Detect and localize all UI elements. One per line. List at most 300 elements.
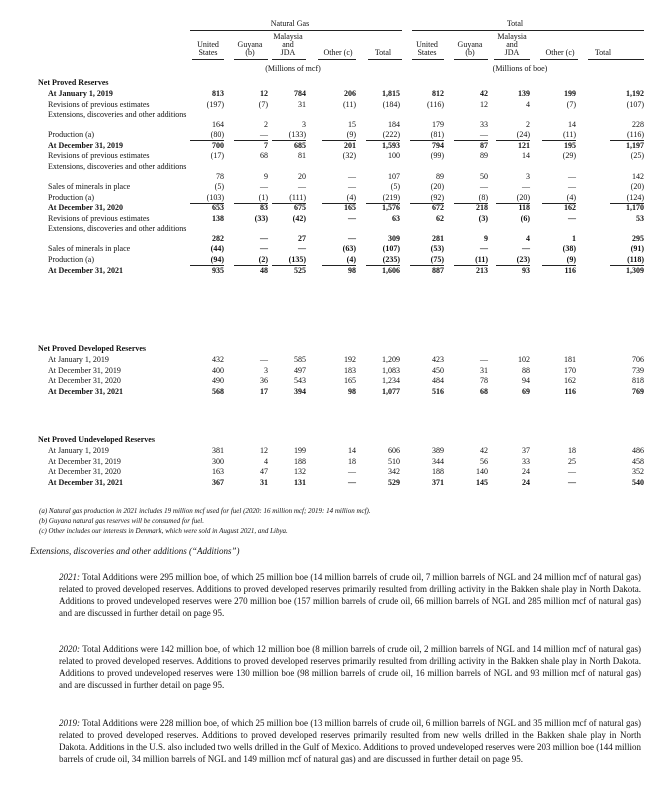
cell-value: 140: [476, 467, 488, 477]
cell-value: 142: [632, 172, 644, 181]
cell-value: 606: [388, 446, 400, 455]
cell-value: —: [348, 477, 356, 487]
cell-value: 116: [564, 265, 576, 275]
cell-value: 199: [564, 89, 576, 98]
cell-value: —: [298, 244, 306, 254]
table-row: [38, 89, 646, 99]
cell-value: 1,077: [382, 386, 400, 396]
cell-value: (124): [610, 193, 644, 204]
table-row: [38, 203, 646, 213]
cell-value: 27: [298, 234, 306, 244]
cell-value: 213: [476, 265, 488, 275]
cell-value: (17): [210, 151, 224, 161]
row-label: At December 31, 2020: [48, 203, 123, 213]
cell-value: 107: [388, 172, 400, 181]
cell-value: 3: [302, 120, 306, 130]
cell-value: 812: [432, 89, 444, 98]
cell-value: (25): [630, 151, 644, 161]
cell-value: 188: [294, 456, 306, 466]
table-row: [38, 130, 646, 140]
cell-value: 281: [432, 234, 444, 244]
col-malaysia-boe: Malaysia and JDA: [497, 32, 527, 57]
cell-value: 62: [436, 213, 444, 223]
cell-value: 162: [564, 203, 576, 213]
cell-value: 672: [432, 203, 444, 213]
table-row: [38, 141, 646, 151]
cell-value: 47: [260, 467, 268, 477]
cell-value: —: [234, 130, 268, 141]
cell-value: —: [260, 234, 268, 244]
natural-gas-header: Natural Gas: [270, 19, 310, 28]
cell-value: (23): [496, 255, 530, 266]
cell-value: 344: [432, 456, 444, 466]
col-total-gas: Total: [374, 48, 392, 57]
row-label: Extensions, discoveries and other additions: [48, 110, 187, 120]
cell-value: 145: [476, 477, 488, 487]
col-other-gas: Other (c): [323, 48, 353, 57]
cell-value: —: [348, 467, 356, 477]
cell-value: 165: [344, 376, 356, 386]
cell-value: 543: [294, 376, 306, 386]
cell-value: 490: [212, 376, 224, 386]
row-label: Production (a): [48, 130, 94, 140]
cell-value: 179: [432, 120, 444, 130]
cell-value: 3: [526, 172, 530, 181]
cell-value: 31: [480, 365, 488, 375]
cell-value: (219): [366, 193, 400, 204]
cell-value: (107): [382, 244, 400, 254]
proved-section-title: Net Proved Reserves: [38, 78, 109, 87]
footnote-a: (a) Natural gas production in 2021 includes 19 million mcf used for fuel (2020: 16 million mcf; 2019: 14 million mcf).: [39, 507, 371, 515]
cell-value: (4): [322, 255, 356, 266]
cell-value: 1,606: [382, 265, 400, 275]
cell-value: —: [568, 477, 576, 487]
cell-value: 4: [526, 234, 530, 244]
col-guyana-boe: Guyana (b): [457, 40, 483, 57]
cell-value: 132: [294, 467, 306, 477]
cell-value: (33): [254, 213, 268, 223]
cell-value: 78: [480, 376, 488, 386]
table-row: [38, 457, 646, 467]
cell-value: 163: [212, 467, 224, 477]
cell-value: 1,192: [626, 89, 644, 98]
cell-value: (80): [190, 130, 224, 141]
cell-value: 88: [522, 365, 530, 375]
row-label: Extensions, discoveries and other additions: [48, 224, 187, 234]
cell-value: (135): [272, 255, 306, 266]
cell-value: (5): [390, 182, 400, 191]
cell-value: —: [522, 182, 530, 191]
table-row: [38, 478, 646, 488]
developed-section-title: Net Proved Developed Reserves: [38, 344, 147, 353]
table-row: [38, 100, 646, 110]
paragraph-2020: 2020: Total Additions were 142 million boe, of which 12 million boe (8 million barrels of crude oil, 2 million barrels of NGL and 14 million mcf of natural gas) related to proved developed reserves. Additions to proved developed reserves primarily resulted from drilling activity in the Bakken shale play in North Dakota. Additions to proved undeveloped reserves were 130 million boe (98 million barrels of crude oil, 16 million barrels of NGL and 93 million mcf of natural gas) and are discussed in further detail on page 95.: [59, 644, 641, 690]
row-label: Revisions of previous estimates: [48, 213, 150, 223]
cell-value: (20): [430, 182, 444, 191]
cell-value: 98: [348, 265, 356, 275]
cell-value: 4: [526, 99, 530, 109]
cell-value: 2: [526, 120, 530, 130]
cell-value: —: [568, 182, 576, 191]
cell-value: 48: [260, 265, 268, 275]
cell-value: (7): [258, 99, 268, 109]
cell-value: 42: [480, 89, 488, 98]
cell-value: 68: [260, 151, 268, 161]
table-row: [38, 366, 646, 376]
table-row: [38, 224, 646, 244]
cell-value: (63): [342, 244, 356, 254]
paragraph-2019: 2019: Total Additions were 228 million boe, of which 25 million boe (13 million barrels of crude oil, 6 million barrels of NGL and 35 million mcf of natural gas) related to proved developed reserves. Additions to proved developed reserves primarily resulted from new wells drilled in the Bakken shale play in North Dakota. Additions in the U.S. also included two wells drilled in the Gulf of Mexico. Additions to proved undeveloped reserves were 203 million boe (144 million barrels of crude oil, 34 million barrels of NGL and 149 million mcf of natural gas) and are discussed in further detail on page 95.: [59, 718, 641, 764]
cell-value: 813: [212, 89, 224, 98]
cell-value: 89: [480, 151, 488, 161]
row-label: Revisions of previous estimates: [48, 99, 150, 109]
cell-value: 24: [522, 477, 530, 487]
cell-value: 700: [212, 140, 224, 150]
cell-value: 497: [294, 365, 306, 375]
cell-value: 31: [260, 477, 268, 487]
cell-value: 394: [294, 386, 306, 396]
cell-value: —: [480, 182, 488, 191]
cell-value: (20): [496, 193, 530, 204]
cell-value: 18: [348, 456, 356, 466]
cell-value: —: [568, 213, 576, 223]
cell-value: 1,593: [382, 140, 400, 150]
col-total-boe: Total: [594, 48, 612, 57]
cell-value: —: [568, 172, 576, 181]
row-label: At December 31, 2019: [48, 140, 123, 150]
cell-value: 181: [564, 355, 576, 364]
cell-value: 14: [348, 446, 356, 455]
cell-value: —: [260, 244, 268, 254]
cell-value: 516: [432, 386, 444, 396]
cell-value: (9): [542, 255, 576, 266]
total-header: Total: [506, 19, 524, 28]
cell-value: 1: [572, 234, 576, 244]
table-row: [38, 182, 646, 192]
row-label: At December 31, 2019: [48, 365, 121, 375]
table-row: [38, 244, 646, 254]
cell-value: —: [348, 234, 356, 244]
cell-value: 484: [432, 376, 444, 386]
cell-value: (11): [454, 255, 488, 266]
cell-value: (8): [454, 193, 488, 204]
cell-value: 769: [632, 386, 644, 396]
cell-value: 102: [518, 355, 530, 364]
cell-value: 94: [522, 376, 530, 386]
cell-value: 192: [344, 355, 356, 364]
cell-value: 784: [294, 89, 306, 98]
cell-value: 131: [294, 477, 306, 487]
footnote-b: (b) Guyana natural gas reserves will be consumed for fuel.: [39, 517, 204, 525]
cell-value: 540: [632, 477, 644, 487]
cell-value: 18: [568, 446, 576, 455]
cell-value: (5): [214, 182, 224, 191]
cell-value: (24): [496, 130, 530, 141]
cell-value: 342: [388, 467, 400, 477]
cell-value: (184): [382, 99, 400, 109]
cell-value: 295: [632, 234, 644, 244]
paragraph-2021: 2021: Total Additions were 295 million boe, of which 25 million boe (14 million barrels of crude oil, 7 million barrels of NGL and 24 million mcf of natural gas) related to proved developed reserves. Additions to proved developed reserves primarily resulted from drilling activity in the Bakken shale play in North Dakota. Additions to proved undeveloped reserves were 270 million boe (157 million barrels of crude oil, 66 million barrels of NGL and 285 million mcf of natural gas) and are discussed in further detail on page 95.: [59, 572, 641, 618]
cell-value: 818: [632, 376, 644, 386]
row-label: Production (a): [48, 255, 94, 264]
cell-value: (3): [478, 213, 488, 223]
row-label: At January 1, 2019: [48, 89, 113, 98]
col-us-gas: United States: [197, 40, 219, 57]
cell-value: (11): [342, 99, 356, 109]
cell-value: 1,197: [626, 140, 644, 150]
cell-value: (11): [542, 130, 576, 141]
row-label: At January 1, 2019: [48, 446, 109, 455]
cell-value: (103): [190, 193, 224, 204]
cell-value: 1,234: [382, 376, 400, 386]
cell-value: 371: [432, 477, 444, 487]
cell-value: —: [454, 130, 488, 141]
cell-value: 162: [564, 376, 576, 386]
cell-value: (99): [430, 151, 444, 161]
cell-value: —: [348, 213, 356, 223]
col-other-boe: Other (c): [545, 48, 575, 57]
cell-value: 68: [480, 386, 488, 396]
cell-value: 9: [484, 234, 488, 244]
cell-value: 389: [432, 446, 444, 455]
cell-value: 195: [564, 140, 576, 150]
cell-value: 525: [294, 265, 306, 275]
col-malaysia-gas: Malaysia and JDA: [273, 32, 303, 57]
cell-value: 1,083: [382, 365, 400, 375]
cell-value: —: [522, 244, 530, 254]
cell-value: 4: [264, 456, 268, 466]
cell-value: 69: [522, 386, 530, 396]
cell-value: 1,209: [382, 355, 400, 364]
row-label: Extensions, discoveries and other additions: [48, 162, 187, 171]
footnote-c: (c) Other includes our interests in Denmark, which were sold in August 2021, and Libya.: [39, 527, 288, 535]
cell-value: 685: [294, 140, 306, 150]
cell-value: 9: [264, 172, 268, 181]
cell-value: (32): [342, 151, 356, 161]
cell-value: (1): [234, 193, 268, 204]
table-row: [38, 193, 646, 203]
cell-value: —: [348, 172, 356, 181]
cell-value: 33: [480, 120, 488, 130]
cell-value: —: [348, 182, 356, 191]
cell-value: 201: [344, 140, 356, 150]
cell-value: 1,576: [382, 203, 400, 213]
cell-value: (44): [210, 244, 224, 254]
cell-value: 14: [522, 151, 530, 161]
cell-value: —: [568, 467, 576, 477]
table-row: [38, 162, 646, 182]
row-label: Sales of minerals in place: [48, 182, 131, 191]
table-row: [38, 151, 646, 161]
cell-value: (20): [630, 182, 644, 191]
cell-value: 188: [432, 467, 444, 477]
row-label: At December 31, 2020: [48, 376, 121, 386]
cell-value: 33: [522, 456, 530, 466]
row-label: At December 31, 2020: [48, 467, 121, 477]
cell-value: 486: [632, 446, 644, 455]
cell-value: (4): [542, 193, 576, 204]
cell-value: 1,309: [626, 265, 644, 275]
cell-value: 739: [632, 365, 644, 375]
cell-value: 794: [432, 140, 444, 150]
cell-value: —: [260, 355, 268, 364]
additions-heading: Extensions, discoveries and other additions (“Additions”): [30, 546, 240, 556]
cell-value: 12: [260, 446, 268, 455]
cell-value: 56: [480, 456, 488, 466]
cell-value: 1,170: [626, 203, 644, 213]
cell-value: 228: [632, 120, 644, 130]
cell-value: (111): [272, 193, 306, 204]
row-label: Sales of minerals in place: [48, 244, 131, 254]
cell-value: 206: [344, 89, 356, 98]
cell-value: 42: [480, 446, 488, 455]
cell-value: (81): [410, 130, 444, 141]
cell-value: (197): [206, 99, 224, 109]
row-label: Revisions of previous estimates: [48, 151, 150, 161]
cell-value: 450: [432, 365, 444, 375]
cell-value: 31: [298, 99, 306, 109]
units-gas: (Millions of mcf): [265, 64, 321, 73]
cell-value: (133): [272, 130, 306, 141]
cell-value: 675: [294, 203, 306, 213]
cell-value: 165: [344, 203, 356, 213]
cell-value: 36: [260, 376, 268, 386]
table-row: [38, 446, 646, 456]
cell-value: 81: [298, 151, 306, 161]
cell-value: 309: [388, 234, 400, 244]
cell-value: (4): [322, 193, 356, 204]
row-label: At January 1, 2019: [48, 355, 109, 364]
cell-value: 63: [392, 213, 400, 223]
cell-value: 887: [432, 265, 444, 275]
cell-value: (116): [426, 99, 444, 109]
cell-value: 138: [212, 213, 224, 223]
cell-value: (29): [562, 151, 576, 161]
cell-value: 282: [212, 234, 224, 244]
table-row: [38, 110, 646, 130]
cell-value: (92): [410, 193, 444, 204]
row-label: Production (a): [48, 192, 94, 202]
cell-value: 78: [216, 172, 224, 181]
cell-value: 568: [212, 386, 224, 396]
cell-value: 83: [260, 203, 268, 213]
undeveloped-section-title: Net Proved Undeveloped Reserves: [38, 435, 155, 444]
table-row: [38, 255, 646, 265]
cell-value: (116): [610, 130, 644, 141]
cell-value: 170: [564, 365, 576, 375]
cell-value: (9): [322, 130, 356, 141]
row-label: At December 31, 2021: [48, 386, 123, 396]
cell-value: 164: [212, 120, 224, 130]
cell-value: —: [480, 244, 488, 254]
cell-value: 12: [260, 89, 268, 98]
cell-value: (107): [626, 99, 644, 109]
cell-value: (7): [566, 99, 576, 109]
cell-value: 1,815: [382, 89, 400, 98]
cell-value: 199: [294, 446, 306, 455]
cell-value: 87: [480, 140, 488, 150]
cell-value: 381: [212, 446, 224, 455]
table-row: [38, 376, 646, 386]
cell-value: 20: [298, 172, 306, 181]
table-row: [38, 467, 646, 477]
cell-value: (38): [562, 244, 576, 254]
cell-value: 432: [212, 355, 224, 364]
cell-value: 15: [348, 120, 356, 130]
cell-value: 183: [344, 365, 356, 375]
cell-value: 458: [632, 456, 644, 466]
cell-value: 25: [568, 456, 576, 466]
cell-value: 37: [522, 446, 530, 455]
cell-value: 300: [212, 456, 224, 466]
units-boe: (Millions of boe): [492, 64, 548, 73]
cell-value: 510: [388, 456, 400, 466]
cell-value: 24: [522, 467, 530, 477]
cell-value: 89: [436, 172, 444, 181]
cell-value: 585: [294, 355, 306, 364]
cell-value: —: [480, 355, 488, 364]
cell-value: (235): [366, 255, 400, 266]
cell-value: —: [298, 182, 306, 191]
cell-value: 184: [388, 120, 400, 130]
cell-value: 352: [632, 467, 644, 477]
cell-value: (91): [630, 244, 644, 254]
cell-value: (6): [520, 213, 530, 223]
cell-value: 17: [260, 386, 268, 396]
cell-value: 53: [636, 213, 644, 223]
cell-value: (94): [190, 255, 224, 266]
cell-value: 100: [388, 151, 400, 161]
table-row: [38, 214, 646, 224]
cell-value: 93: [522, 265, 530, 275]
cell-value: 3: [264, 365, 268, 375]
row-label: At December 31, 2019: [48, 456, 121, 466]
cell-value: 7: [264, 140, 268, 150]
cell-value: 139: [518, 89, 530, 98]
cell-value: 121: [518, 140, 530, 150]
cell-value: 2: [264, 120, 268, 130]
table-row: [38, 387, 646, 397]
cell-value: 367: [212, 477, 224, 487]
col-us-boe: United States: [416, 40, 438, 57]
cell-value: 218: [476, 203, 488, 213]
cell-value: (75): [410, 255, 444, 266]
cell-value: 50: [480, 172, 488, 181]
cell-value: (42): [292, 213, 306, 223]
cell-value: 653: [212, 203, 224, 213]
cell-value: —: [260, 182, 268, 191]
row-label: At December 31, 2021: [48, 265, 123, 275]
cell-value: 98: [348, 386, 356, 396]
cell-value: 935: [212, 265, 224, 275]
table-row: [38, 266, 646, 276]
cell-value: (2): [234, 255, 268, 266]
cell-value: (118): [610, 255, 644, 266]
cell-value: 706: [632, 355, 644, 364]
cell-value: 118: [518, 203, 530, 213]
cell-value: 12: [480, 99, 488, 109]
cell-value: (222): [366, 130, 400, 141]
cell-value: 529: [388, 477, 400, 487]
table-row: [38, 355, 646, 365]
cell-value: (53): [430, 244, 444, 254]
col-guyana-gas: Guyana (b): [237, 40, 263, 57]
footnotes: [39, 506, 371, 536]
cell-value: 116: [564, 386, 576, 396]
row-label: At December 31, 2021: [48, 477, 123, 487]
cell-value: 14: [568, 120, 576, 130]
cell-value: 423: [432, 355, 444, 364]
